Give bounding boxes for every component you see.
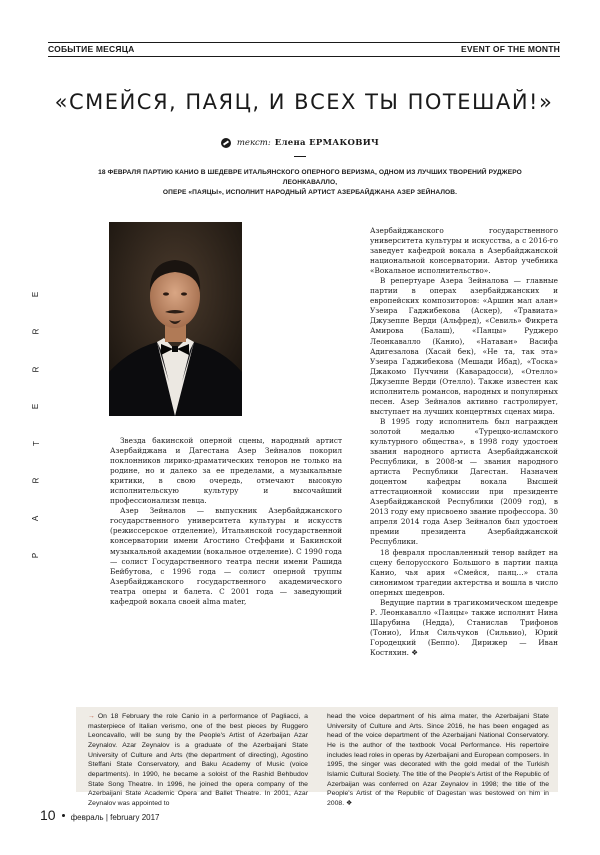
article-title: «СМЕЙСЯ, ПАЯЦ, И ВСЕХ ТЫ ПОТЕШАЙ!»: [54, 90, 554, 114]
portrait-illustration: [109, 222, 242, 416]
byline: [0, 138, 600, 148]
paragraph: Азербайджанского государственного университета культуры и искусства, а с 2016-го заведует кафедрой вокала в Азербайджанской национальной консерватории. Автор учебника «Вокальное исполнительство».: [370, 226, 558, 276]
paragraph: Азер Зейналов — выпускник Азербайджанского государственного университета культуры и искусств (режиссерское отделение), Итальянской государственной консерватории имени Агостино Стеффани и Бакинской музыкальной академии (вокальное отделение). С 1990 года — солист Государственного театра песни имени Рашида Бейбутова, с 1996 года — солист оперной труппы Азербайджанского государственного академического театра оперы и балета. С 2001 года — заведующий кафедрой вокала своей alma mater,: [110, 506, 342, 606]
side-tag-letter: T: [31, 441, 41, 447]
side-tag-letter: R: [31, 328, 41, 335]
arrow-right-icon: →: [88, 713, 95, 720]
header-rule-bottom: [48, 56, 560, 57]
section-label-ru: СОБЫТИЕ МЕСЯЦА: [48, 44, 135, 54]
side-tag-letter: E: [31, 403, 41, 410]
side-tag-letter: R: [31, 478, 41, 484]
paragraph: Ведущие партии в трагикомическом шедевре Р. Леонкавалло «Паяцы» также исполнят Нина Шарубина (Недда), Станислав Трифонов (Тонио), Илья Сильчуков (Сильвио), Юрий Городецкий (Беппо). Дирижер — Иван Костяхин. ❖: [370, 597, 558, 657]
english-summary-left: [88, 712, 308, 809]
side-tag-letter: R: [31, 366, 41, 372]
paragraph: Звезда бакинской оперной сцены, народный артист Азербайджана и Дагестана Азер Зейналов покорил поклонников лирико-драматических теноров не только на родине, но и далеко за ее пределами, а музыкальные критики, в свою очередь, отмечают высокую исполнительскую культуру и высочайший профессионализм певца.: [110, 436, 342, 506]
lead-line: ОПЕРЕ «ПАЯЦЫ», ИСПОЛНИТ НАРОДНЫЙ АРТИСТ АЗЕРБАЙДЖАНА АЗЕР ЗЕЙНАЛОВ.: [162, 188, 458, 196]
header-rule-top: [48, 42, 560, 43]
page-number: 10: [40, 807, 56, 823]
singer-portrait-photo: [109, 222, 242, 416]
side-tag-letter: P: [31, 552, 41, 559]
page-footer: [40, 807, 159, 823]
english-text-left: On 18 February the role Canio in a performance of Pagliacci, a masterpiece of Italian verismo, one of the best pieces by Ruggero Leoncavallo, will be sung by the People's Artist of Azerbaijan Azar Zeynalov. Azar Zeynalov is a graduate of the Azerbaijani State University of Culture and Arts (the department of directing), Agostino Steffani State Conservatory, and Baku Academy of Music (voice departments). In 1990, he became a soloist of the Rashid Behbudov State Song Theatre. In 1996, he joined the opera company of the Azerbaijani State Academic Opera and Ballet Theatre. In 2001, Azar Zeynalov was appointed to: [88, 713, 308, 807]
section-label-en: EVENT OF THE MONTH: [461, 44, 560, 54]
issue-label: февраль | february 2017: [70, 813, 160, 822]
english-text-right: head the voice department of his alma mater, the Azerbaijani State University of Culture and Arts. Since 2016, he has been engaged as head of the voice department of the Azerbaijani National Conservatory. He is the author of the textbook Vocal Performance. His repertoire includes lead roles in operas by Azerbaijani and European composers. In 1995, the singer was decorated with the gold medal of the Turkish Islamic Cultural Society. The title of the People's Artist of the Republic of Azerbaijan was conferred on Azar Zeynalov in 1998; the title of the People's Artist of the Republic of Dagestan was bestowed on him in 2008. ❖: [327, 713, 549, 807]
byline-label: текст:: [236, 138, 271, 148]
byline-divider: [294, 156, 306, 157]
byline-author: Елена ЕРМАКОВИЧ: [274, 138, 380, 148]
side-tag-letter: E: [31, 291, 41, 298]
article-column-left: [110, 436, 342, 607]
side-tag-parterre: [30, 290, 42, 560]
footer-dot-icon: [62, 814, 65, 817]
side-tag-letter: A: [31, 515, 41, 521]
english-summary-right: [327, 712, 549, 809]
lead-line: 18 ФЕВРАЛЯ ПАРТИЮ КАНИО В ШЕДЕВРЕ ИТАЛЬЯНСКОГО ОПЕРНОГО ВЕРИЗМА, ОДНОМ ИЗ ЛУЧШИХ ТВОРЕНИЙ РУДЖЕРО ЛЕОНКАВАЛЛО,: [98, 169, 522, 186]
pen-icon: [221, 138, 231, 148]
paragraph: В 1995 году исполнитель был награжден золотой медалью «Турецко-исламского культурного общества», в 1998 году удостоен звания народного артиста Азербайджанской Республики, в 2008-м — звания народного артиста Республики Дагестан. Назначен доцентом кафедры вокала Высшей аттестационной комиссии при президенте Азербайджанской Республики (2009 год), в 2013 году ему присвоено звание профессора. 30 апреля 2014 года Азер Зейналов был удостоен премии президента Азербайджанской Республики.: [370, 416, 558, 547]
article-column-right: [370, 226, 558, 658]
paragraph: В репертуаре Азера Зейналова — главные партии в операх азербайджанских и европейских композиторов: «Аршин мал алан» Узеира Гаджибекова (Аскер), «Травиата» Джузеппе Верди (Альфред), «Севиль» Фикрета Амирова (Балаш), «Паяцы» Руджеро Леонкавалло (Канио), «Натаван» Васифа Адигезалова (Хасай бек), «Не та, так эта» Узеира Гаджибекова (Мешади Ибад), «Тоска» Джакомо Пуччини (Каварадосси), «Отелло» Джузеппе Верди (Отелло). Также известен как исполнитель романсов, народных и популярных песен. Азер Зейналов активно гастролирует, выступает на лучших концертных сценах мира.: [370, 276, 558, 416]
article-lead: [70, 168, 550, 197]
paragraph: 18 февраля прославленный тенор выйдет на сцену белорусского Большого в партии паяца Канио, чья ария «Смейся, паяц…» стала синонимом трагедии актерства и вошла в число оперных шедевров.: [370, 547, 558, 597]
